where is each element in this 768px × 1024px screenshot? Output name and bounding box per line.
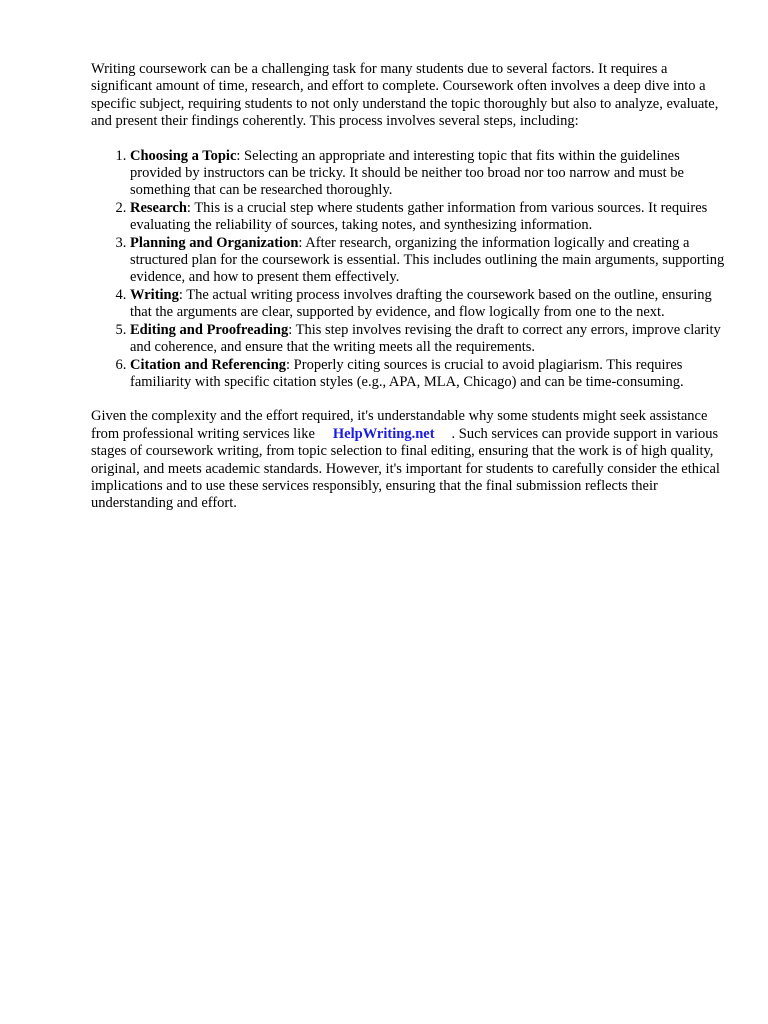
step-separator: :	[186, 199, 191, 216]
step-text: Properly citing sources is crucial to avoid plagiarism. This requires familiarity with specific citation styles (e.g., APA, MLA, Chicago) and can be time-consuming.	[130, 356, 684, 390]
intro-paragraph: Writing coursework can be a challenging task for many students due to several factors. It requires a significant amount of time, research, and effort to complete. Coursework often involves a deep dive into a specific subject, requiring students to not only understand the topic thoroughly but also to analyze, evaluate, and present their findings coherently. This process involves several steps, including:	[91, 61, 719, 130]
list-item	[130, 148, 731, 200]
step-text: The actual writing process involves drafting the coursework based on the outline, ensuring that the arguments are clear, supported by evidence, and flow logically from one to the next.	[130, 286, 712, 321]
list-item	[130, 287, 731, 322]
step-term: Editing and Proofreading	[130, 321, 289, 338]
step-term: Choosing a Topic	[130, 147, 237, 164]
step-term: Citation and Referencing	[130, 356, 287, 373]
closing-paragraph	[91, 408, 731, 512]
step-text: This is a crucial step where students gather information from various sources. It requires evaluating the reliability of sources, taking notes, and synthesizing information.	[130, 199, 708, 234]
step-separator: :	[298, 234, 303, 251]
step-text: After research, organizing the information logically and creating a structured plan for the coursework is essential. This includes outlining the main arguments, supporting evidence, and how to present them effectively.	[130, 234, 725, 286]
document-body	[91, 61, 731, 513]
step-separator: :	[178, 286, 183, 303]
step-separator: :	[236, 147, 241, 164]
steps-list	[91, 148, 731, 392]
step-term: Writing	[130, 286, 179, 303]
closing-text-after: . Such services can provide support in various stages of coursework writing, from topic selection to final editing, ensuring that the work is of high quality, original, and meets academic standards. However, it's important for students to carefully consider the ethical implications and to use these services responsibly, ensuring that the final submission reflects their understanding and effort.	[91, 425, 720, 512]
step-text: This step involves revising the draft to correct any errors, improve clarity and coherence, and ensure that the writing meets all the requirements.	[130, 321, 721, 356]
list-item	[130, 357, 731, 392]
step-term: Research	[130, 199, 187, 216]
helpwriting-link[interactable]: HelpWriting.net	[332, 425, 435, 442]
list-item	[130, 200, 731, 235]
list-item	[130, 322, 731, 357]
closing-text-before: Given the complexity and the effort required, it's understandable why some students might seek assistance from professional writing services like	[91, 408, 708, 442]
list-item	[130, 235, 731, 287]
step-separator: :	[286, 356, 291, 373]
step-separator: :	[288, 321, 293, 338]
step-term: Planning and Organization	[130, 234, 299, 251]
step-text: Selecting an appropriate and interesting topic that fits within the guidelines provided by instructors can be tricky. It should be neither too broad nor too narrow and must be something that can be researched thoroughly.	[130, 147, 684, 199]
